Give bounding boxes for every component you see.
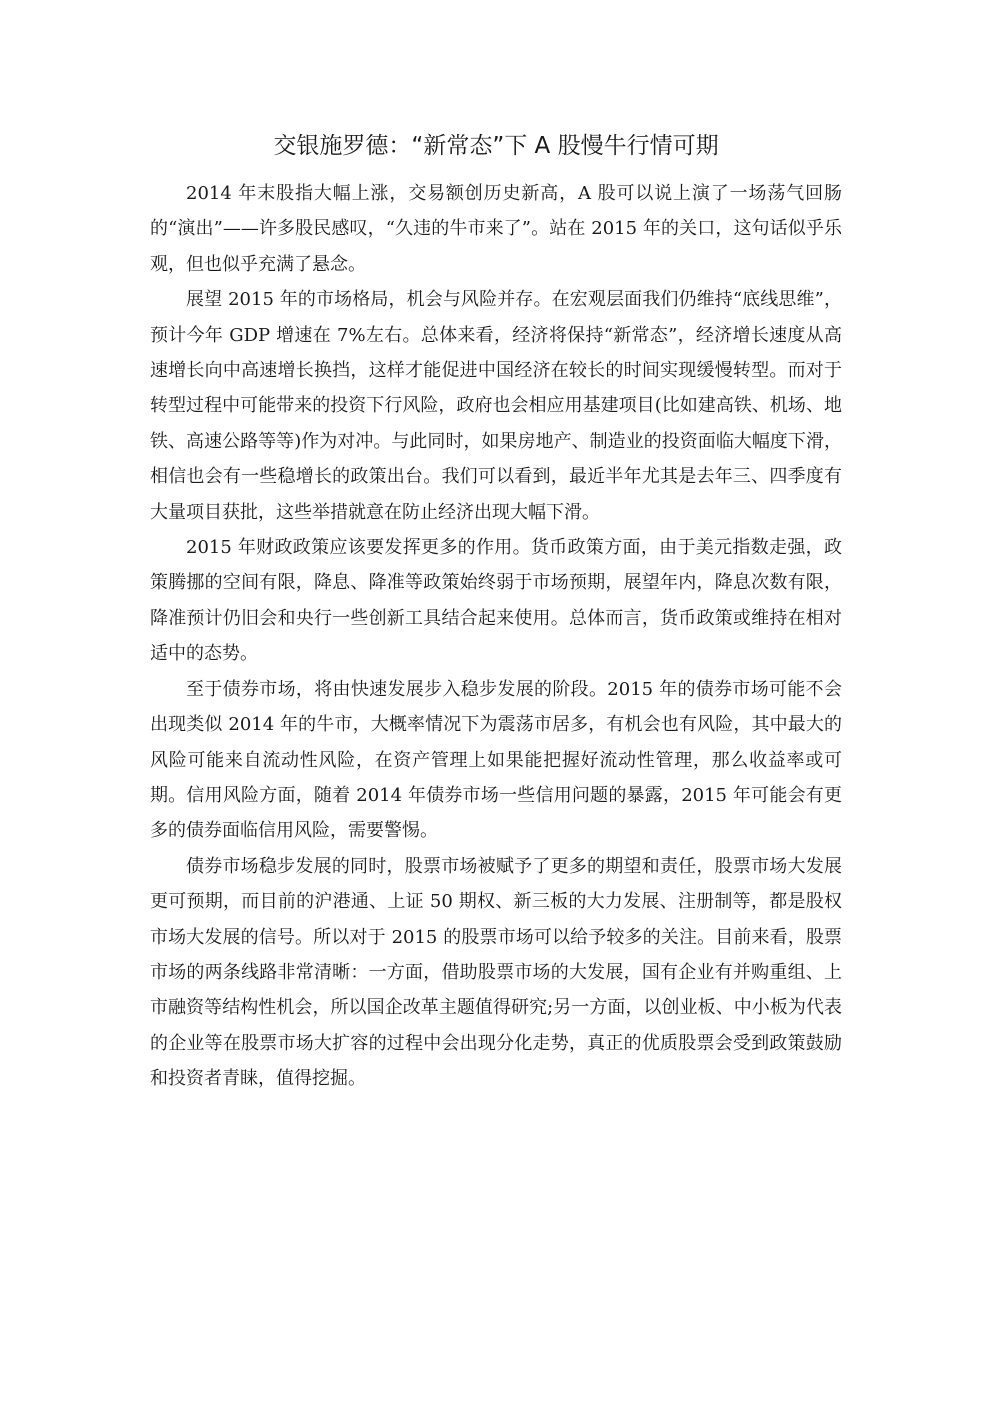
paragraph: 展望 2015 年的市场格局，机会与风险并存。在宏观层面我们仍维持“底线思维”，预计今年 GDP 增速在 7%左右。总体来看，经济将保持“新常态”，经济增长速度从高速增长向中高速增长换挡，这样才能促进中国经济在较长的时间实现缓慢转型。而对于转型过程中可能带来的投资下行风险，政府也会相应用基建项目(比如建高铁、机场、地铁、高速公路等等)作为对冲。与此同时，如果房地产、制造业的投资面临大幅度下滑，相信也会有一些稳增长的政策出台。我们可以看到，最近半年尤其是去年三、四季度有大量项目获批，这些举措就意在防止经济出现大幅下滑。 [150, 289, 842, 523]
document-body [150, 176, 842, 1097]
paragraph: 2015 年财政政策应该要发挥更多的作用。货币政策方面，由于美元指数走强，政策腾挪的空间有限，降息、降准等政策始终弱于市场预期，展望年内，降息次数有限，降准预计仍旧会和央行一些创新工具结合起来使用。总体而言，货币政策或维持在相对适中的态势。 [150, 537, 842, 665]
document-title: 交银施罗德：“新常态”下 A 股慢牛行情可期 [273, 133, 719, 159]
paragraph: 至于债券市场，将由快速发展步入稳步发展的阶段。2015 年的债券市场可能不会出现类似 2014 年的牛市，大概率情况下为震荡市居多，有机会也有风险，其中最大的风险可能来自流动性风险，在资产管理上如果能把握好流动性管理，那么收益率或可期。信用风险方面，随着 2014 年债券市场一些信用问题的暴露，2015 年可能会有更多的债券面临信用风险，需要警惕。 [150, 678, 842, 842]
paragraph: 债券市场稳步发展的同时，股票市场被赋予了更多的期望和责任，股票市场大发展更可预期，而目前的沪港通、上证 50 期权、新三板的大力发展、注册制等，都是股权市场大发展的信号。所以对于 2015 的股票市场可以给予较多的关注。目前来看，股票市场的两条线路非常清晰：一方面，借助股票市场的大发展，国有企业有并购重组、上市融资等结构性机会，所以国企改革主题值得研究;另一方面，以创业板、中小板为代表的企业等在股票市场大扩容的过程中会出现分化走势，真正的优质股票会受到政策鼓励和投资者青睐，值得挖掘。 [150, 855, 842, 1090]
paragraph: 2014 年末股指大幅上涨，交易额创历史新高，A 股可以说上演了一场荡气回肠的“演出”——许多股民感叹，“久违的牛市来了”。站在 2015 年的关口，这句话似乎乐观，但也似乎充满了悬念。 [150, 183, 842, 275]
